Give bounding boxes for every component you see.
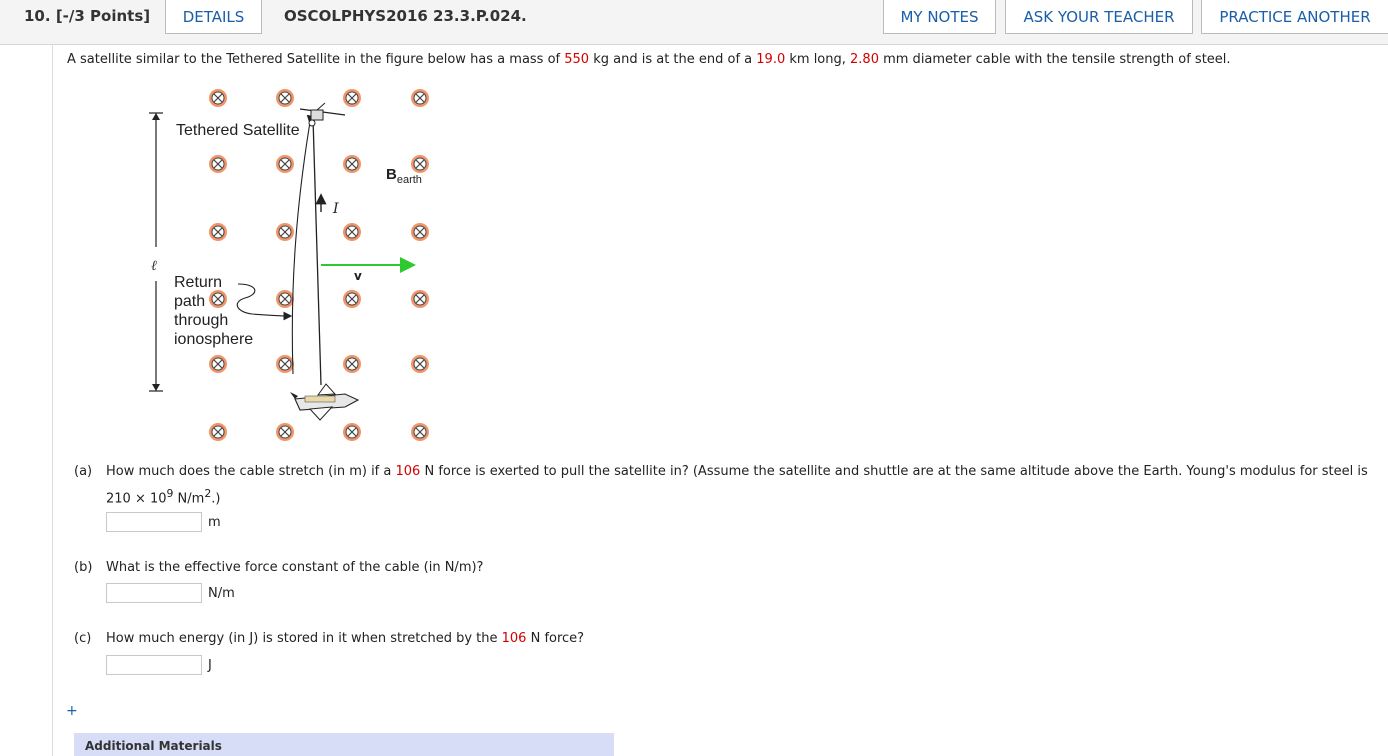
problem-prompt [67,52,1231,67]
field-x-icon [276,155,294,173]
return-line-4: ionosphere [174,331,254,348]
part-c-text-1: How much energy (in J) is stored in it when stretched by the [106,631,502,646]
field-x-icon [411,223,429,241]
part-c-question [106,628,1386,650]
field-x-icon [209,223,227,241]
question-header [0,0,1388,45]
part-a-force: 106 [395,464,421,479]
velocity-label: v [354,269,362,283]
question-number-points [24,7,150,25]
field-x-icon [276,89,294,107]
figure-title: Tethered Satellite [176,122,300,139]
return-line-3: through [174,312,229,329]
current-label: I [333,201,339,217]
part-a-question [106,461,1386,510]
field-x-icon [276,290,294,308]
b-earth-label: $B_{earth}$ [386,166,422,186]
part-c-text-2: N force? [526,631,585,646]
field-x-icon [209,89,227,107]
return-line-2: path [174,293,206,310]
tether-cable [313,118,321,385]
field-x-icon [343,223,361,241]
part-a-exponent-2: 2 [204,487,212,500]
part-b-unit: N/m [208,585,235,601]
field-x-icon [411,355,429,373]
prompt-text-4: mm diameter cable with the tensile strength of steel. [878,52,1231,67]
field-x-icon [343,155,361,173]
field-x-icon [411,290,429,308]
field-x-icon [343,355,361,373]
my-notes-button[interactable] [883,0,996,34]
points-label: [-/3 Points] [55,7,151,25]
part-c-force: 106 [501,631,527,646]
prompt-text-3: km long, [785,52,851,67]
additional-materials-label: Additional Materials [85,739,222,753]
part-a-text-5: .) [211,491,221,507]
part-a-letter: (a) [74,464,93,479]
length-label: ℓ [151,258,157,274]
field-x-icon [343,290,361,308]
my-notes-label: MY NOTES [900,7,979,26]
field-x-icon [276,423,294,441]
part-a-unit: m [208,514,221,530]
field-x-icon [209,355,227,373]
field-x-icon [209,290,227,308]
part-c-answer-row [106,655,212,675]
part-b-letter: (b) [74,560,93,575]
field-x-icon [209,423,227,441]
field-x-icon [343,423,361,441]
part-b-answer-input[interactable] [106,583,202,603]
field-x-icon [276,223,294,241]
diameter-value: 2.80 [850,52,879,67]
prompt-text-1: A satellite similar to the Tethered Satellite in the figure below has a mass of [67,52,565,67]
part-c-letter: (c) [74,631,92,646]
part-a-text-4: N/m [173,491,205,507]
practice-another-label: PRACTICE ANOTHER [1219,7,1371,26]
part-c-unit: J [208,657,212,673]
field-x-icon [411,423,429,441]
return-line-1: Return [174,274,223,291]
part-a-text-3: 210 × 10 [106,491,167,507]
field-x-icon [411,155,429,173]
part-c-answer-input[interactable] [106,655,202,675]
question-number: 10. [24,7,51,25]
field-x-icon [411,89,429,107]
satellite-icon [300,103,345,126]
part-a-answer-row [106,512,221,532]
content-left-rule [52,44,53,756]
ask-teacher-label: ASK YOUR TEACHER [1023,7,1175,26]
part-a-answer-input[interactable] [106,512,202,532]
mass-value: 550 [564,52,590,67]
field-x-icon [343,89,361,107]
part-a-text-2: N force is exerted to pull the satellite in? (Assume the satellite and shuttle are at the same altitude above the Earth. Young's modulus for steel is [420,464,1368,479]
part-b-answer-row [106,583,235,603]
field-x-icon [209,155,227,173]
length-bracket [148,113,164,391]
details-label: DETAILS [182,7,245,26]
practice-another-button[interactable] [1201,0,1388,34]
length-value: 19.0 [756,52,786,67]
shuttle-icon [290,384,358,420]
return-path-line [292,122,310,374]
plus-icon[interactable]: + [66,703,78,719]
tethered-satellite-figure [140,82,460,452]
ask-your-teacher-button[interactable] [1005,0,1193,34]
part-b-question: What is the effective force constant of the cable (in N/m)? [106,560,484,575]
part-a-exponent: 9 [166,487,174,500]
additional-materials-panel[interactable] [74,733,614,756]
prompt-text-2: kg and is at the end of a [589,52,757,67]
details-button[interactable] [165,0,262,34]
field-x-icon [276,355,294,373]
problem-code: OSCOLPHYS2016 23.3.P.024. [284,7,527,25]
part-a-text-1: How much does the cable stretch (in m) if a [106,464,396,479]
